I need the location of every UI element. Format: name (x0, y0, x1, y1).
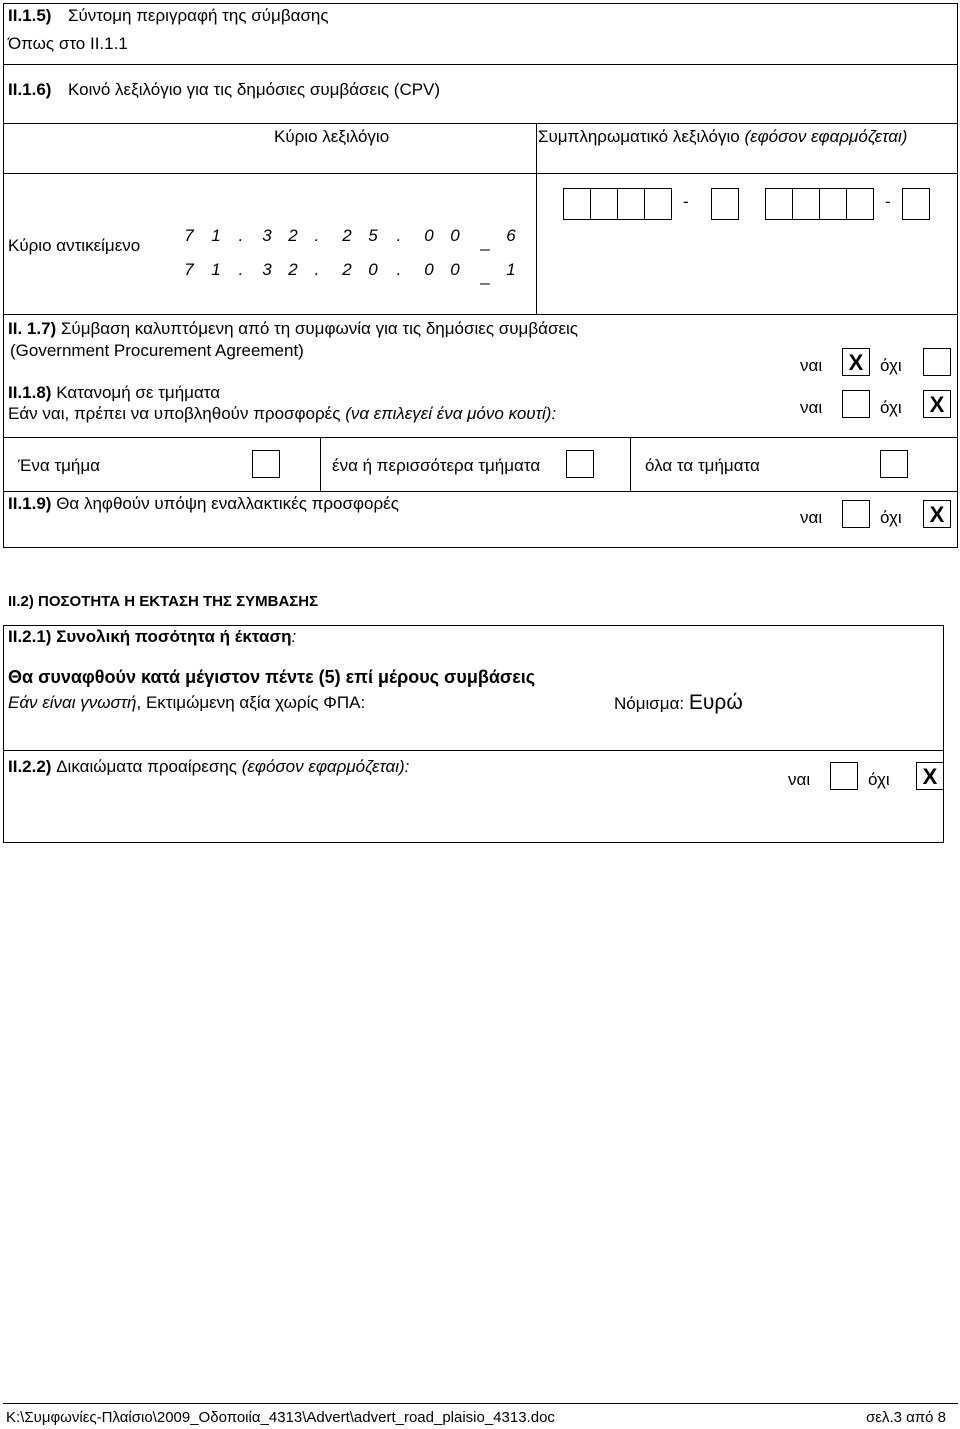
cpv-dot: . (238, 260, 244, 279)
cpv-dot: . (314, 226, 320, 245)
divider (3, 750, 944, 751)
cpv-digit: 0 (368, 260, 378, 279)
section-1-9-prefix: II.1.9) (8, 494, 52, 513)
supp-code-box[interactable] (792, 188, 820, 220)
options-yes-checkbox[interactable] (830, 762, 858, 790)
footer-path: K:\Συμφωνίες-Πλαίσιο\2009_Οδοποιία_4313\Advert\advert_road_plaisio_4313.doc (6, 1409, 555, 1426)
cpv-digit: 3 (262, 226, 272, 245)
supp-code-box[interactable] (846, 188, 874, 220)
supp-vocab-header: Συμπληρωματικό λεξιλόγιο (538, 127, 740, 146)
lot-more-label: ένα ή περισσότερα τμήματα (332, 456, 541, 475)
section-2-box (3, 625, 944, 843)
section-2-1-main-text: Θα συναφθούν κατά μέγιστον πέντε (5) επί μέρους συμβάσεις (8, 667, 536, 687)
bottom-border-upper (3, 547, 958, 548)
lots-no-checkbox[interactable]: X (923, 390, 951, 418)
divider (3, 491, 958, 492)
lots-divider (320, 437, 321, 492)
lots-no-label: όχι (880, 398, 902, 417)
cpv-digit: 2 (342, 260, 352, 279)
section-1-7-line1: Σύμβαση καλυπτόμενη από τη συμφωνία για τις δημόσιες συμβάσεις (60, 319, 578, 338)
supp-code-dash: - (885, 192, 891, 211)
supp-code-box[interactable] (644, 188, 672, 220)
lot-more-checkbox[interactable] (566, 450, 594, 478)
cpv-underscore: _ (480, 232, 490, 251)
section-2-2-prefix: II.2.2) (8, 757, 52, 776)
lots-yes-label: ναι (800, 398, 823, 417)
section-1-6-title: Κοινό λεξιλόγιο για τις δημόσιες συμβάσεις (CPV) (68, 80, 441, 99)
footer-page-number: σελ.3 από 8 (866, 1409, 946, 1426)
divider (3, 123, 958, 124)
cpv-digit: 2 (342, 226, 352, 245)
section-1-5-prefix: II.1.5) (8, 6, 52, 25)
lots-if-yes: Εάν ναι, (8, 404, 70, 423)
lots-instruction-note: (να επιλεγεί ένα μόνο κουτί): (345, 404, 557, 423)
cpv-digit: 7 (184, 260, 194, 279)
cpv-underscore: _ (480, 266, 490, 285)
cpv-digit: 0 (424, 260, 434, 279)
supp-code-dash: - (683, 192, 689, 211)
right-border (957, 3, 958, 548)
cpv-digit: 2 (288, 260, 298, 279)
variants-yes-checkbox[interactable] (842, 500, 870, 528)
divider (3, 437, 958, 438)
section-2-1-title: Συνολική ποσότητα ή έκταση (56, 627, 292, 646)
gpa-yes-label: ναι (800, 356, 823, 375)
cpv-digit: 7 (184, 226, 194, 245)
cpv-digit: 0 (424, 226, 434, 245)
lots-instruction: πρέπει να υποβληθούν προσφορές (73, 404, 341, 423)
options-no-label: όχι (868, 770, 890, 789)
supp-code-box[interactable] (617, 188, 645, 220)
gpa-no-label: όχι (880, 356, 902, 375)
section-2-title: II.2) ΠΟΣΟΤΗΤΑ Η ΕΚΤΑΣΗ ΤΗΣ ΣΥΜΒΑΣΗΣ (8, 593, 319, 610)
section-1-8-title: Κατανομή σε τμήματα (56, 383, 221, 402)
cpv-dot: . (314, 260, 320, 279)
section-1-8-prefix: II.1.8) (8, 383, 52, 402)
options-no-checkbox[interactable]: X (916, 762, 944, 790)
section-1-7-prefix: II. 1.7) (8, 319, 57, 338)
section-1-6-prefix: II.1.6) (8, 80, 52, 99)
lots-divider (630, 437, 631, 492)
lot-one-checkbox[interactable] (252, 450, 280, 478)
section-1-7-line2: (Government Procurement Agreement) (10, 341, 304, 360)
section-2-1-prefix: II.2.1) (8, 627, 52, 646)
section-1-5-title: Σύντομη περιγραφή της σύμβασης (68, 6, 329, 25)
section-2-1-colon: : (291, 627, 297, 646)
divider (3, 173, 958, 174)
cpv-digit: 0 (450, 260, 460, 279)
variants-no-label: όχι (880, 508, 902, 527)
estimated-value-label: , Εκτιμώμενη αξία χωρίς ΦΠΑ: (136, 693, 366, 712)
supp-code-box[interactable] (765, 188, 793, 220)
cpv-digit: 1 (211, 260, 221, 279)
section-2-2-title: Δικαιώματα προαίρεσης (56, 757, 238, 776)
left-border (3, 3, 4, 548)
divider (3, 64, 958, 65)
supp-code-box[interactable] (590, 188, 618, 220)
variants-yes-label: ναι (800, 508, 823, 527)
gpa-no-checkbox[interactable] (923, 348, 951, 376)
top-border (3, 3, 958, 4)
supp-vocab-note: (εφόσον εφαρμόζεται) (744, 127, 908, 146)
options-yes-label: ναι (788, 770, 811, 789)
supp-code-box[interactable] (902, 188, 930, 220)
supp-code-box[interactable] (711, 188, 739, 220)
footer-rule (3, 1403, 958, 1404)
supp-code-box[interactable] (819, 188, 847, 220)
currency-label: Νόμισμα: (614, 694, 685, 713)
section-2-2-note: (εφόσον εφαρμόζεται): (241, 757, 410, 776)
lot-all-label: όλα τα τμήματα (645, 456, 760, 475)
gpa-yes-checkbox[interactable]: X (842, 348, 870, 376)
main-vocab-header: Κύριο λεξιλόγιο (274, 127, 390, 146)
lots-yes-checkbox[interactable] (842, 390, 870, 418)
estimated-value-prefix: Εάν είναι γνωστή (8, 693, 137, 712)
supp-code-box[interactable] (563, 188, 591, 220)
cpv-dot: . (238, 226, 244, 245)
section-1-5-value: Όπως στο ΙΙ.1.1 (8, 34, 128, 53)
cpv-check-digit: 6 (506, 226, 516, 245)
cpv-dot: . (396, 260, 402, 279)
cpv-digit: 1 (211, 226, 221, 245)
cpv-digit: 0 (450, 226, 460, 245)
main-object-label: Κύριο αντικείμενο (8, 236, 141, 255)
divider (3, 314, 958, 315)
lot-all-checkbox[interactable] (880, 450, 908, 478)
lot-one-label: Ένα τμήμα (18, 456, 100, 475)
cpv-check-digit: 1 (506, 260, 516, 279)
cpv-dot: . (396, 226, 402, 245)
currency-value: Ευρώ (688, 691, 743, 714)
cpv-digit: 5 (368, 226, 378, 245)
cpv-digit: 2 (288, 226, 298, 245)
vocab-divider (536, 123, 537, 315)
variants-no-checkbox[interactable]: X (923, 500, 951, 528)
section-1-9-title: Θα ληφθούν υπόψη εναλλακτικές προσφορές (56, 494, 399, 513)
cpv-digit: 3 (262, 260, 272, 279)
